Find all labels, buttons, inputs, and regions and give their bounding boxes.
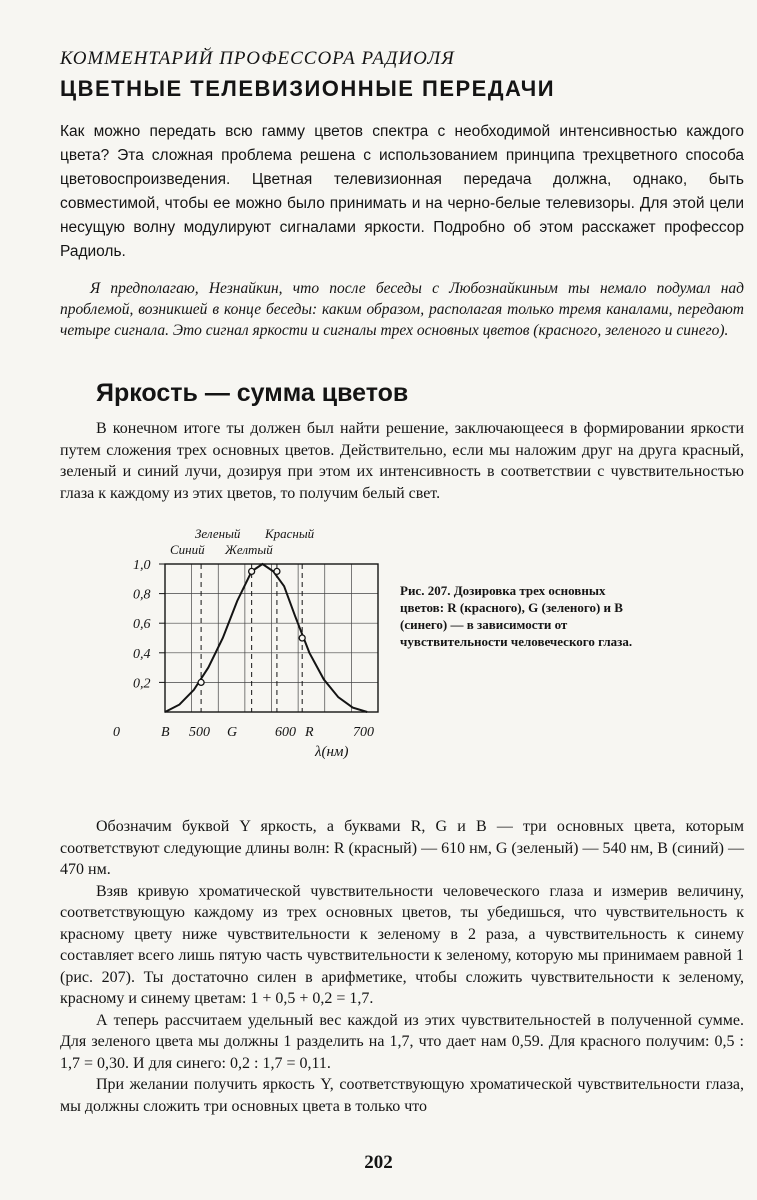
page-number: 202 <box>364 1152 393 1173</box>
intro-paragraph: Как можно передать всю гамму цветов спектра с необходимой интенсивностью каждого цвета? Эта сложная проблема решена с использованием принципа трехцветного способа цветовоспроизведения. Цветная телевизионная передача должна, однако, быть совместимой, чтобы ее можно было принимать и на черно-белые телевизоры. Для этой цели несущую волну модулируют сигналами яркости. Подробно об этом расскажет профессор Радиоль. <box>60 123 744 260</box>
top-label-blue: Синий <box>170 542 205 557</box>
sensitivity-curve <box>165 564 367 712</box>
top-label-red: Красный <box>265 526 315 541</box>
page-content <box>60 48 744 1117</box>
section-kicker: КОММЕНТАРИЙ ПРОФЕССОРА РАДИОЛЯ <box>60 48 455 69</box>
marker-point-b <box>198 679 204 685</box>
caption-text: Дозировка трех основных цветов: R (красного), G (зеленого) и B (синего) — в зависимости от чувствительности человеческого глаза. <box>400 583 633 649</box>
x-tick-label: R <box>305 725 314 740</box>
x-tick-label: 700 <box>353 725 374 740</box>
marker-point-y <box>274 568 280 574</box>
y-tick-label: 1,0 <box>133 558 151 573</box>
top-label-green: Зеленый <box>195 526 241 541</box>
marker-point-g <box>249 568 255 574</box>
paragraph-1: В конечном итоге ты должен был найти решение, заключающееся в формировании яркости путем сложения трех основных цветов. Действительно, если мы наложим друг на друга красный, зеленый и синий лучи, дозируя при этом их интенсивность в соответствии с чувствительностью глаза к каждому из этих цветов, то получим белый свет. <box>60 420 744 502</box>
page-title: ЦВЕТНЫЕ ТЕЛЕВИЗИОННЫЕ ПЕРЕДАЧИ <box>60 76 556 101</box>
caption-label: Рис. 207. <box>400 583 451 598</box>
paragraph-2: Обозначим буквой Y яркость, а буквами R, G и B — три основных цвета, которым соответствуют следующие длины волн: R (красный) — 610 нм, G (зеленый) — 540 нм, B (синий) — 470 нм. <box>60 818 744 878</box>
x-tick-label: 500 <box>189 725 210 740</box>
y-tick-label: 0,8 <box>133 587 151 603</box>
sensitivity-chart <box>60 522 390 812</box>
marker-point-r <box>299 635 305 641</box>
italic-paragraph: Я предполагаю, Незнайкин, что после беседы с Любознайкиным ты немало подумал над проблемой, возникшей в конце беседы: каким образом, располагая только тремя каналами, передают четыре сигнала. Это сигнал яркости и сигналы трех основных цветов (красного, зеленого и синего). <box>60 280 744 339</box>
x-tick-label: B <box>161 725 170 740</box>
x-tick-label: G <box>227 725 238 740</box>
figure-caption <box>400 582 650 650</box>
y-tick-label: 0,2 <box>133 676 151 692</box>
figure-207 <box>60 522 744 812</box>
y-tick-label: 0,6 <box>133 617 151 633</box>
top-label-yellow: Желтый <box>225 542 273 557</box>
section-title: Яркость — сумма цветов <box>96 379 409 407</box>
paragraph-4: А теперь рассчитаем удельный вес каждой из этих чувствительностей в полученной сумме. Для зеленого цвета мы должны 1 разделить на 1,7, что дает нам 0,59. Для красного получим: 0,5 : 1,7 = 0,30. И для синего: 0,2 : 1,7 = 0,11. <box>60 1011 744 1072</box>
x-tick-label: 0 <box>113 725 120 740</box>
paragraph-3: Взяв кривую хроматической чувствительности человеческого глаза и измерив величину, соответствующую каждому из трех основных цветов, ты убедишься, что чувствительность к красному цвету ниже чувствительности к зеленому в 2 раза, а чувствительность к синему составляет всего лишь пятую часть чувствительности к зеленому, которую мы принимаем равной 1 (рис. 207). Ты достаточно силен в арифметике, чтобы сложить чувствительности к зеленому, красному и синему цветам: 1 + 0,5 + 0,2 = 1,7. <box>60 882 744 1007</box>
x-axis-label: λ(нм) <box>315 744 349 760</box>
y-tick-label: 0,4 <box>133 646 151 662</box>
x-tick-label: 600 <box>275 725 296 740</box>
paragraph-5: При желании получить яркость Y, соответствующую хроматической чувствительности глаза, мы должны сложить три основных цвета в только что <box>60 1076 744 1115</box>
